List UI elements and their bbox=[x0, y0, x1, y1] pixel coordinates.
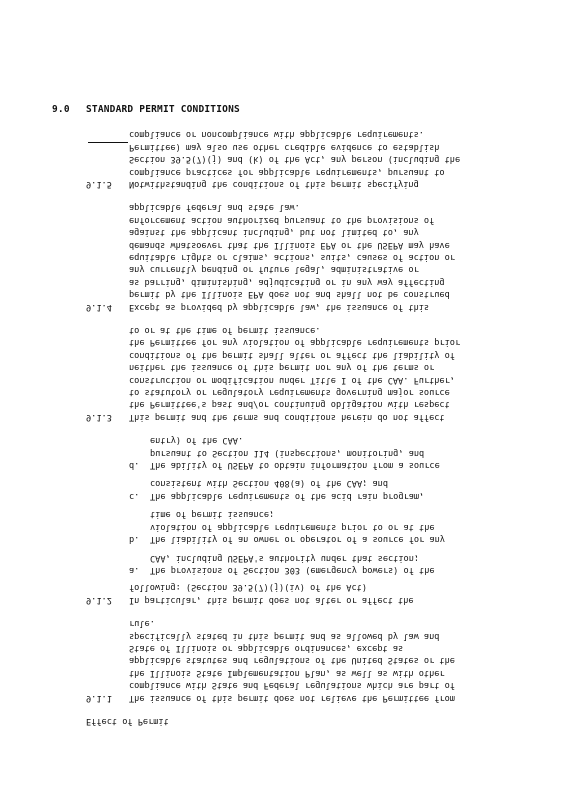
text-line: The liability of an owner or operator of a source for any bbox=[150, 534, 445, 545]
text-line: as barring, diminishing, adjudicating or in any way affecting bbox=[129, 276, 445, 287]
text-line: CAA, including USEPA's authority under that section; bbox=[150, 552, 420, 563]
list-letter: a. bbox=[129, 565, 140, 575]
text-line: Notwithstanding the conditions of this permit specifying bbox=[129, 179, 419, 190]
paragraph-9-1-2 bbox=[86, 581, 496, 606]
text-line: compliance with State and Federal regulations which are part of bbox=[129, 680, 455, 691]
list-item bbox=[129, 434, 496, 471]
text-line: violation of applicable requirements prior to or at the bbox=[150, 521, 435, 532]
text-line: In particular, this permit does not alter or affect the bbox=[129, 594, 414, 605]
text-line: to statutory or regulatory requirements governing major source bbox=[129, 387, 450, 398]
text-line: The issuance of this permit does not relieve the Permittee from bbox=[129, 692, 455, 703]
text-line: permit by the Illinois EPA does not and shall not be construed bbox=[129, 289, 450, 300]
text-line: Permittee) may also use other credible evidence to establish bbox=[129, 141, 440, 152]
text-line: consistent with Section 408(a) of the CAA; and bbox=[150, 478, 388, 489]
paragraph-9-1-1 bbox=[86, 617, 496, 704]
list-item bbox=[129, 477, 496, 502]
paragraph-9-1-4 bbox=[86, 201, 496, 313]
text-line: equitable rights or claims, actions, suits, causes of action or bbox=[129, 252, 455, 263]
text-line: applicable statutes and regulations of the United States or the bbox=[129, 655, 455, 666]
text-line: entry) of the CAA. bbox=[150, 435, 244, 446]
text-line: The ability of USEPA to obtain information from a source bbox=[150, 460, 440, 471]
text-line: conditions of the permit shall alter or affect the liability of bbox=[129, 349, 455, 360]
text-line: specifically stated in this permit and as allowed by law and bbox=[129, 630, 440, 641]
paragraph-number: 9.1.5 bbox=[86, 179, 112, 190]
mirrored-body-text bbox=[86, 128, 496, 727]
list-letter: d. bbox=[129, 460, 140, 471]
text-line: The provisions of Section 303 (emergency powers) of the bbox=[150, 565, 435, 575]
text-line: State of Illinois or applicable ordinances, except as bbox=[129, 643, 404, 654]
effect-of-permit-heading: Effect of Permit bbox=[86, 716, 169, 727]
text-line: construction or modification under Title I of the CAA. Further, bbox=[129, 374, 455, 385]
text-line: Section 39.5(7)(j) and (k) of the Act, any person (including the bbox=[129, 154, 461, 165]
section-title: STANDARD PERMIT CONDITIONS bbox=[86, 104, 240, 115]
text-line: enforcement action authorized pursuant to the provisions of bbox=[129, 214, 435, 225]
paragraph-number: 9.1.3 bbox=[86, 411, 112, 422]
text-line: the Illinois State Implementation Plan, as well as with other bbox=[129, 667, 445, 678]
section-heading bbox=[52, 104, 240, 115]
text-line: against the applicant including, but not limited to, any bbox=[129, 227, 419, 238]
text-line: compliance practices for applicable requirements, pursuant to bbox=[129, 166, 445, 177]
paragraph-number: 9.1.4 bbox=[86, 301, 112, 312]
text-line: the Permittee's past and/or continuing obligation with respect bbox=[129, 399, 450, 410]
paragraph-number: 9.1.2 bbox=[86, 594, 112, 605]
text-line: pursuant to Section 114 (inspections, monitoring, and bbox=[150, 447, 425, 458]
text-line: applicable federal and state law. bbox=[129, 202, 300, 213]
text-line: any currently pending or future legal, administrative or bbox=[129, 264, 419, 275]
paragraph-number: 9.1.1 bbox=[86, 692, 112, 703]
section-number: 9.0 bbox=[52, 104, 70, 115]
text-line: compliance or noncompliance with applicable requirements. bbox=[129, 129, 424, 140]
text-line: Except as provided by applicable law, the issuance of this bbox=[129, 301, 430, 312]
text-line: rule. bbox=[129, 618, 155, 629]
text-line: the Permittee for any violation of applicable requirements prior bbox=[129, 337, 461, 348]
text-line: neither the issuance of this permit nor any of the terms or bbox=[129, 362, 435, 373]
text-line: to or at the time of permit issuance. bbox=[129, 325, 321, 336]
list-item bbox=[129, 508, 496, 545]
paragraph-9-1-3 bbox=[86, 324, 496, 423]
list-letter: b. bbox=[129, 534, 140, 545]
text-line: following: (Section 39.5(7)(j)(iv) of the Act) bbox=[129, 582, 367, 593]
paragraph-9-1-5 bbox=[86, 128, 496, 190]
text-line: time of permit issuance; bbox=[150, 509, 275, 520]
list-item bbox=[129, 551, 496, 576]
text-line: The applicable requirements of the acid rain program, bbox=[150, 490, 425, 501]
text-line: This permit and the terms and conditions herein do not affect bbox=[129, 411, 445, 422]
list-letter: c. bbox=[129, 490, 140, 501]
text-line: demands whatsoever that the Illinois EPA or the USEPA may have bbox=[129, 239, 450, 250]
